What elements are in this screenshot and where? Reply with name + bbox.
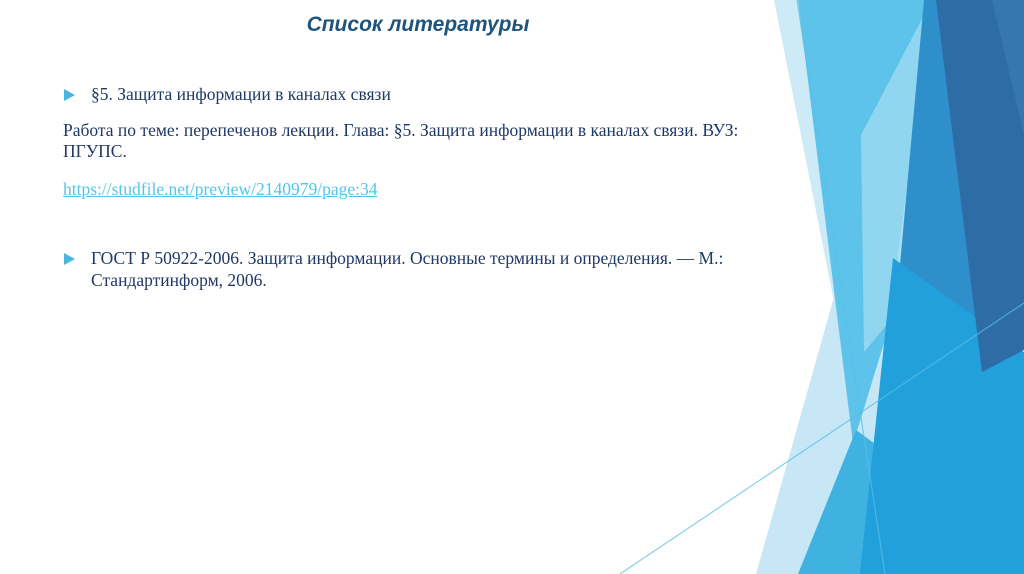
decor-shard-pale-sliver: [774, 0, 852, 392]
bullet-triangle-icon: [64, 253, 75, 265]
reference-1-title: §5. Защита информации в каналах связи: [91, 84, 391, 104]
list-item: [63, 84, 771, 106]
decor-shard-dark: [936, 0, 1024, 372]
bibliography-list: [63, 84, 771, 291]
reference-1-link-line: [63, 179, 771, 201]
decor-shard-pale-lower: [756, 240, 918, 574]
decor-shard-sky-main: [798, 0, 932, 444]
page-title: Список литературы: [306, 13, 530, 36]
decor-thin-line-steep: [797, 0, 885, 574]
decor-thin-line-shallow: [620, 303, 1024, 574]
decor-shard-sky-overlay: [861, 0, 932, 352]
decor-shard-dark-edge: [992, 0, 1024, 135]
decor-shard-sky-lower: [798, 430, 934, 574]
decor-shard-bright: [860, 258, 1024, 574]
list-item: [63, 248, 771, 291]
bullet-triangle-icon: [64, 89, 75, 101]
studfile-link[interactable]: https://studfile.net/preview/2140979/page:34: [63, 178, 378, 199]
reference-2-text: ГОСТ Р 50922-2006. Защита информации. Основные термины и определения. — М.: Стандартинформ, 2006.: [91, 248, 724, 290]
decor-shard-medium: [872, 0, 1010, 574]
reference-1-description: Работа по теме: перепеченов лекции. Глава: §5. Защита информации в каналах связи. ВУЗ: ПГУПС.: [63, 119, 739, 161]
